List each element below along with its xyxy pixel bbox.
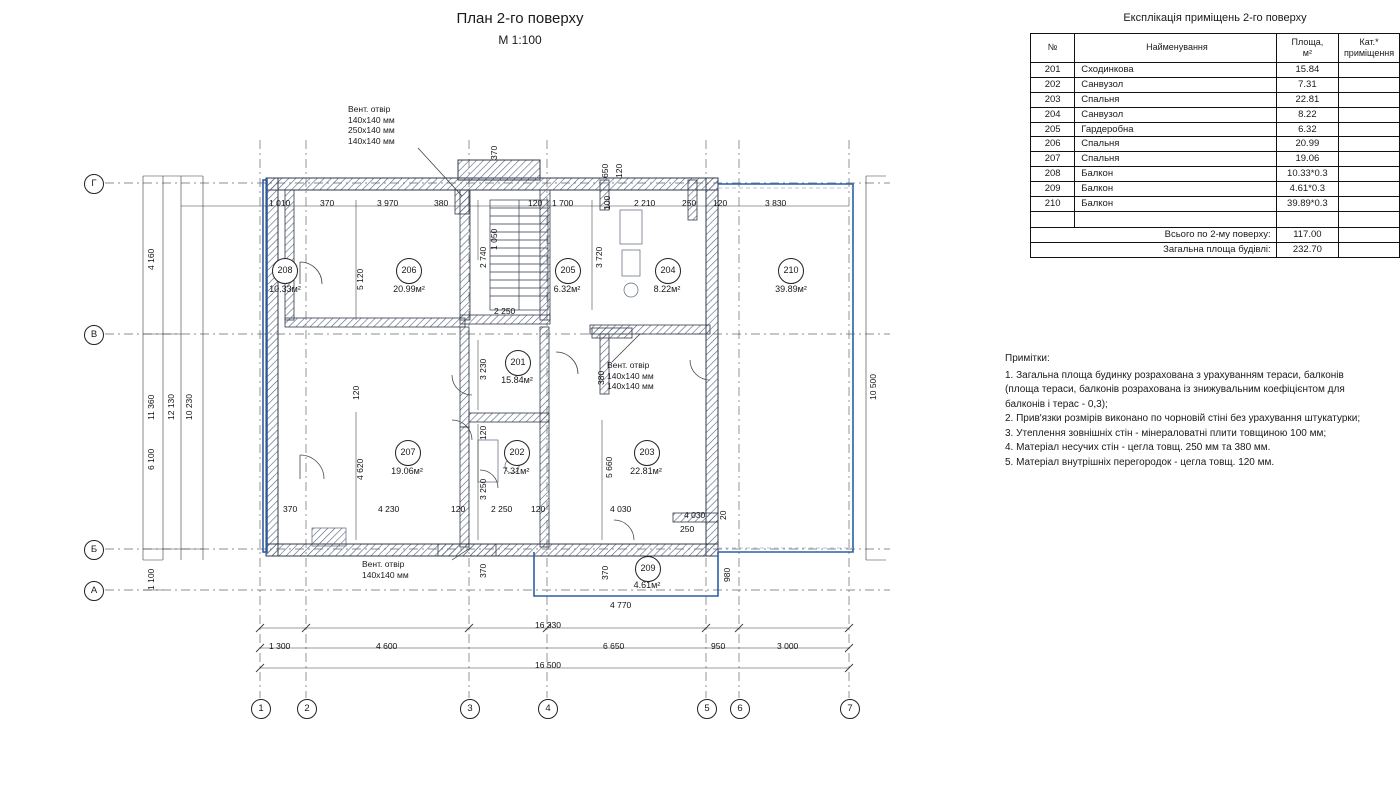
dim-bottom-6650: 6 650 <box>603 641 625 651</box>
cell-name: Сходинкова <box>1075 63 1276 78</box>
cell-cat <box>1339 122 1400 137</box>
cell-cat <box>1339 182 1400 197</box>
header-cat <box>1339 34 1400 63</box>
dim-top-11: 120 <box>713 198 728 208</box>
cell-num: 207 <box>1031 152 1075 167</box>
dim-right-3720: 3 720 <box>594 246 604 268</box>
dim-bottom1-4030: 4 030 <box>610 504 632 514</box>
cell-name: Спальня <box>1075 92 1276 107</box>
cell-name: Санвузол <box>1075 107 1276 122</box>
axis-number-5: 5 <box>697 699 717 719</box>
room-area-207: 19.06м² <box>391 466 423 476</box>
cell-name: Гардеробна <box>1075 122 1276 137</box>
cell-name: Санвузол <box>1075 77 1276 92</box>
axis-letter-b: Б <box>84 540 104 560</box>
callout-line: 140х140 мм <box>607 370 654 381</box>
dim-left-5120: 5 120 <box>355 268 365 290</box>
cell-area: 39.89*0.3 <box>1276 196 1338 211</box>
dim-bottom1-120a: 120 <box>451 504 466 514</box>
axis-number-3: 3 <box>460 699 480 719</box>
callout-line: 140х140 мм <box>607 381 654 392</box>
header-num: № <box>1031 34 1075 63</box>
cell-empty <box>1075 211 1276 227</box>
table-total-building-row <box>1031 242 1400 257</box>
cell-name: Балкон <box>1075 167 1276 182</box>
note-item: 1. Загальна площа будинку розрахована з урахуванням тераси, балконів <box>1005 369 1344 381</box>
axis-number-7: 7 <box>840 699 860 719</box>
room-tag-206: 206 <box>396 258 422 284</box>
room-tag-209: 209 <box>635 556 661 582</box>
note-item: 2. Прив'язки розмірів виконано по чорновій стіні без урахування штукатурки; <box>1005 413 1361 424</box>
room-tag-201: 201 <box>505 350 531 376</box>
header-area-line1: Площа, <box>1291 36 1324 47</box>
room-area-208: 10.33м² <box>269 284 301 294</box>
dim-top-5: 1 050 <box>489 228 499 250</box>
total-building-value: 232.70 <box>1276 242 1338 257</box>
table-row <box>1031 107 1400 122</box>
room-area-205: 6.32м² <box>553 284 581 294</box>
dim-bottom1-4230: 4 230 <box>378 504 400 514</box>
cell-num: 203 <box>1031 92 1075 107</box>
header-cat-line1: Кат.* <box>1359 36 1379 47</box>
header-cat-line2: приміщення <box>1343 48 1395 58</box>
dim-bottom-16500: 16 500 <box>535 660 561 670</box>
dim-right-980: 980 <box>722 567 732 582</box>
cell-cat <box>1339 152 1400 167</box>
cell-cat <box>1339 107 1400 122</box>
cell-name: Балкон <box>1075 196 1276 211</box>
header-name: Найменування <box>1075 34 1276 63</box>
dim-inner-370-b: 370 <box>600 565 610 580</box>
dim-bottom-950: 950 <box>711 641 726 651</box>
notes-block <box>1005 352 1395 470</box>
cell-num: 210 <box>1031 196 1075 211</box>
dim-bottom-16330: 16 330 <box>535 620 561 630</box>
cell-area: 4.61*0.3 <box>1276 182 1338 197</box>
dim-top-10: 250 <box>682 198 697 208</box>
callout-vent-top <box>348 104 395 147</box>
table-row <box>1031 182 1400 197</box>
cell-area: 8.22 <box>1276 107 1338 122</box>
note-item: 4. Матеріал несучих стін - цегла товщ. 250 мм та 380 мм. <box>1005 442 1271 453</box>
dim-top-small-1: 370 <box>489 145 499 160</box>
cell-cat <box>1339 137 1400 152</box>
dim-top-small-3: 120 <box>614 163 624 178</box>
cell-cat <box>1339 63 1400 78</box>
note-item: 5. Матеріал внутрішніх перегородок - цегла товщ. 120 мм. <box>1005 456 1275 468</box>
note-item: балконів і терас - 0,3); <box>1005 398 1108 410</box>
dim-inner-250: 250 <box>680 524 695 534</box>
room-tag-202: 202 <box>504 440 530 466</box>
axis-number-2: 2 <box>297 699 317 719</box>
axis-number-1: 1 <box>251 699 271 719</box>
cell-cat <box>1339 196 1400 211</box>
room-area-209: 4.61м² <box>633 580 661 590</box>
cell-num: 204 <box>1031 107 1075 122</box>
dim-bottom1-2250: 2 250 <box>491 504 513 514</box>
cell-area: 22.81 <box>1276 92 1338 107</box>
dim-bottom-4770: 4 770 <box>610 600 632 610</box>
axis-letter-g: Г <box>84 174 104 194</box>
cell-name: Спальня <box>1075 137 1276 152</box>
room-area-204: 8.22м² <box>653 284 681 294</box>
page-title: План 2-го поверху <box>456 10 584 27</box>
cell-cat <box>1339 92 1400 107</box>
cell-num: 206 <box>1031 137 1075 152</box>
dim-left-1100: 1 100 <box>146 568 156 590</box>
axis-letter-v: В <box>84 325 104 345</box>
table-row <box>1031 137 1400 152</box>
table-row <box>1031 196 1400 211</box>
dim-inner-2250: 2 250 <box>494 306 516 316</box>
cell-area: 6.32 <box>1276 122 1338 137</box>
dim-inner-3250: 3 250 <box>478 478 488 500</box>
room-tag-210: 210 <box>778 258 804 284</box>
dim-inner-120-a: 120 <box>351 385 361 400</box>
table-row <box>1031 122 1400 137</box>
cell-num: 205 <box>1031 122 1075 137</box>
dim-right-10500: 10 500 <box>868 374 878 400</box>
table-title: Експлікація приміщень 2-го поверху <box>1123 12 1307 24</box>
total-floor-label: Всього по 2-му поверху: <box>1031 227 1277 242</box>
cell-num: 201 <box>1031 63 1075 78</box>
dim-left-12130: 12 130 <box>166 394 176 420</box>
dim-inner-370-a: 370 <box>478 563 488 578</box>
dim-inner-120-b: 120 <box>478 425 488 440</box>
explication-table <box>1030 33 1400 258</box>
cell-num: 202 <box>1031 77 1075 92</box>
room-area-203: 22.81м² <box>630 466 662 476</box>
dim-bottom-3000: 3 000 <box>777 641 799 651</box>
dim-bottom1-370: 370 <box>283 504 298 514</box>
dim-left-6100: 6 100 <box>146 448 156 470</box>
table-row-empty <box>1031 211 1400 227</box>
dim-top-3: 3 970 <box>377 198 399 208</box>
room-tag-205: 205 <box>555 258 581 284</box>
room-tag-204: 204 <box>655 258 681 284</box>
axis-letter-a: А <box>84 581 104 601</box>
dim-bottom-4600: 4 600 <box>376 641 398 651</box>
cell-empty <box>1339 227 1400 242</box>
dim-inner-20: 20 <box>718 510 728 520</box>
room-tag-203: 203 <box>634 440 660 466</box>
room-area-202: 7.31м² <box>502 466 530 476</box>
callout-line: 250х140 мм <box>348 125 395 136</box>
cell-num: 209 <box>1031 182 1075 197</box>
cell-cat <box>1339 77 1400 92</box>
table-header-row <box>1031 34 1400 63</box>
callout-line: Вент. отвір <box>348 104 391 114</box>
note-item: (площа тераси, балконів розрахована із знижувальним коефіцієнтом для <box>1005 384 1345 395</box>
total-floor-value: 117.00 <box>1276 227 1338 242</box>
callout-line: 140х140 мм <box>348 135 395 146</box>
callout-line: 140х140 мм <box>348 114 395 125</box>
dim-top-6: 120 <box>528 198 543 208</box>
dim-top-4: 380 <box>434 198 449 208</box>
total-building-label: Загальна площа будівлі: <box>1031 242 1277 257</box>
room-area-210: 39.89м² <box>775 284 807 294</box>
dim-top-1: 1 010 <box>269 198 291 208</box>
dim-left-4160: 4 160 <box>146 248 156 270</box>
dim-left-4620: 4 620 <box>355 458 365 480</box>
table-row <box>1031 92 1400 107</box>
dim-right-5660: 5 660 <box>604 456 614 478</box>
cell-area: 19.06 <box>1276 152 1338 167</box>
room-tag-207: 207 <box>395 440 421 466</box>
cell-area: 20.99 <box>1276 137 1338 152</box>
callout-vent-bottom <box>362 559 409 580</box>
cell-empty <box>1339 211 1400 227</box>
callout-line: 140х140 мм <box>362 569 409 580</box>
note-item: 3. Утеплення зовнішніх стін - мінераловатні плити товщиною 100 мм; <box>1005 427 1327 439</box>
axis-number-6: 6 <box>730 699 750 719</box>
dim-inner-3230: 3 230 <box>478 358 488 380</box>
dim-left-11360: 11 360 <box>146 394 156 420</box>
cell-area: 10.33*0.3 <box>1276 167 1338 182</box>
dim-top-7: 1 700 <box>552 198 574 208</box>
plan-scale-label: М 1:100 <box>498 33 542 47</box>
room-area-206: 20.99м² <box>393 284 425 294</box>
cell-empty <box>1339 242 1400 257</box>
dim-top-9: 2 210 <box>634 198 656 208</box>
dim-inner-100: 4 030 <box>684 510 706 520</box>
notes-heading: Примітки: <box>1005 353 1050 364</box>
cell-area: 7.31 <box>1276 77 1338 92</box>
header-area <box>1276 34 1338 63</box>
axis-number-4: 4 <box>538 699 558 719</box>
callout-line: Вент. отвір <box>607 360 650 370</box>
dim-top-8: 100 <box>602 195 612 210</box>
table-total-floor-row <box>1031 227 1400 242</box>
room-area-201: 15.84м² <box>501 375 533 385</box>
cell-num: 208 <box>1031 167 1075 182</box>
dim-top-12: 3 830 <box>765 198 787 208</box>
cell-name: Балкон <box>1075 182 1276 197</box>
dim-bottom1-120b: 120 <box>531 504 546 514</box>
table-row <box>1031 167 1400 182</box>
cell-area: 15.84 <box>1276 63 1338 78</box>
cell-name: Спальня <box>1075 152 1276 167</box>
table-row <box>1031 152 1400 167</box>
cell-empty <box>1276 211 1338 227</box>
header-area-line2: м² <box>1302 48 1312 58</box>
dim-bottom-1300: 1 300 <box>269 641 291 651</box>
callout-line: Вент. отвір <box>362 559 405 569</box>
dim-inner-2740: 2 740 <box>478 246 488 268</box>
room-tag-208: 208 <box>272 258 298 284</box>
table-row <box>1031 63 1400 78</box>
table-row <box>1031 77 1400 92</box>
dim-right-380: 380 <box>596 370 606 385</box>
callout-vent-mid <box>607 360 654 392</box>
cell-empty <box>1031 211 1075 227</box>
dim-left-10230: 10 230 <box>184 394 194 420</box>
dim-top-2: 370 <box>320 198 335 208</box>
dim-top-small-2: 650 <box>600 163 610 178</box>
cell-cat <box>1339 167 1400 182</box>
